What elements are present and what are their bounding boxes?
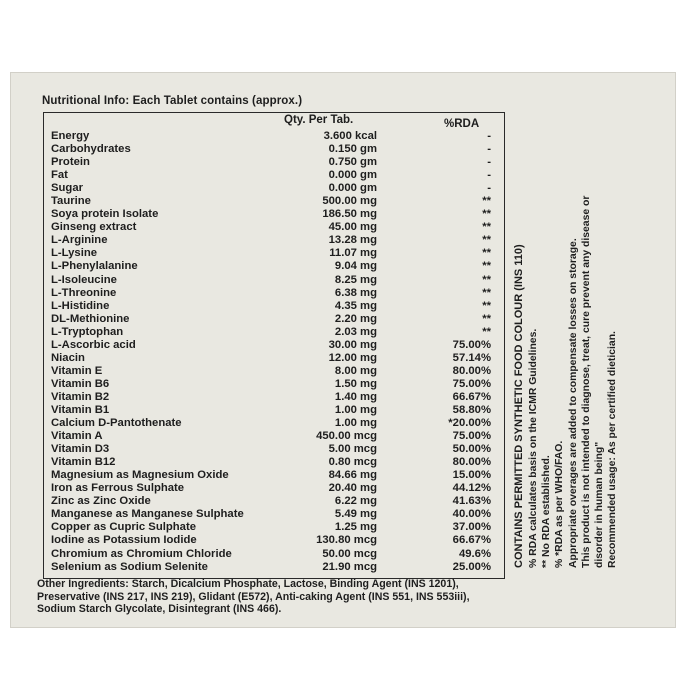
- nutrient-rda: **: [482, 221, 491, 234]
- side-notes: [512, 128, 619, 568]
- nutrient-row: [51, 143, 491, 156]
- nutrient-row: [51, 313, 491, 326]
- nutrient-name: Manganese as Manganese Sulphate: [51, 508, 244, 521]
- nutrient-row: [51, 221, 491, 234]
- nutrient-row: [51, 495, 491, 508]
- nutrient-row: [51, 234, 491, 247]
- nutrient-row: [51, 456, 491, 469]
- nutrient-name: Vitamin D3: [51, 443, 110, 456]
- nutrient-rda: **: [482, 234, 491, 247]
- nutrient-qty: 0.80 mcg: [328, 456, 377, 469]
- nutrient-name: Energy: [51, 130, 90, 142]
- nutrient-name: Vitamin E: [51, 364, 103, 377]
- nutrient-qty: 6.22 mg: [334, 495, 377, 508]
- nutrient-name: Vitamin B6: [51, 377, 110, 390]
- nutrient-rda: 66.67%: [452, 534, 491, 547]
- nutrient-row: [51, 561, 491, 574]
- other-ingredients-label: Other Ingredients:: [37, 578, 129, 590]
- nutrient-rda: 66.67%: [452, 390, 491, 403]
- nutrient-qty: 21.90 mcg: [322, 560, 377, 573]
- nutrient-qty: 2.03 mg: [334, 325, 377, 338]
- nutrient-rda: 41.63%: [452, 495, 491, 508]
- nutrient-row: [51, 508, 491, 521]
- nutrient-row: [51, 482, 491, 495]
- nutrient-rda: **: [482, 325, 491, 338]
- nutrient-rda: **: [482, 247, 491, 260]
- who-fao-note: % *RDA as per WHO/FAO.: [554, 440, 566, 568]
- nutrient-qty: 20.40 mg: [328, 482, 377, 495]
- nutrient-rda: -: [487, 143, 491, 156]
- nutrient-row: [51, 260, 491, 273]
- nutrient-rda: 58.80%: [452, 403, 491, 416]
- nutrient-row: [51, 352, 491, 365]
- other-ingredients-line-1: Starch, Dicalcium Phosphate, Lactose, Binding Agent (INS 1201),: [131, 578, 459, 590]
- nutrient-rda: 75.00%: [452, 377, 491, 390]
- nutrient-rda: -: [487, 130, 491, 142]
- nutrient-qty: 4.35 mg: [334, 299, 377, 312]
- nutrient-qty: 186.50 mg: [322, 208, 377, 221]
- nutrient-rda: 57.14%: [452, 351, 491, 364]
- nutrient-row: [51, 430, 491, 443]
- nutrient-qty: 0.000 gm: [328, 182, 377, 195]
- nutrient-qty: 0.750 gm: [328, 156, 377, 169]
- nutrient-rda: **: [482, 260, 491, 273]
- nutrient-qty: 5.00 mcg: [328, 443, 377, 456]
- nutrient-qty: 8.25 mg: [334, 273, 377, 286]
- recommended-usage: Recommended usage: As per certified dietician.: [607, 331, 619, 568]
- nutrient-row: [51, 274, 491, 287]
- nutrient-qty: 1.50 mg: [334, 377, 377, 390]
- nutrient-row: [51, 247, 491, 260]
- rda-column-header: %RDA: [444, 118, 480, 130]
- nutrient-qty: 11.07 mg: [329, 247, 377, 260]
- nutrient-name: Fat: [51, 169, 68, 182]
- nutrient-qty: 50.00 mcg: [322, 547, 377, 560]
- other-ingredients-line-2: Preservative (INS 217, INS 219), Glidant (E572), Anti-caking Agent (INS 551, INS 553iii),: [37, 590, 470, 603]
- nutrient-qty: 12.00 mg: [328, 351, 377, 364]
- nutrient-rda: 44.12%: [452, 482, 491, 495]
- nutrient-name: Calcium D-Pantothenate: [51, 417, 182, 430]
- nutrient-qty: 6.38 mg: [334, 286, 377, 299]
- nutrient-rda: **: [482, 286, 491, 299]
- nutrient-qty: 0.150 gm: [328, 143, 377, 156]
- nutrient-qty: 2.20 mg: [334, 312, 377, 325]
- nutrient-name: Iodine as Potassium Iodide: [51, 534, 197, 547]
- rda-basis-note: % RDA calculates basis on the ICMR Guidelines.: [528, 328, 539, 568]
- disclaimer-line-1: This product is not intended to diagnose, treat, cure prevent any disease or: [580, 195, 592, 568]
- nutrient-qty: 1.40 mg: [334, 390, 377, 403]
- nutrient-qty: 30.00 mg: [328, 338, 377, 351]
- nutrient-name: L-Histidine: [51, 299, 110, 312]
- nutrient-name: L-Arginine: [51, 234, 108, 247]
- nutrient-rda: 15.00%: [452, 469, 491, 482]
- nutrient-name: Magnesium as Magnesium Oxide: [51, 469, 229, 482]
- nutrient-name: Vitamin A: [51, 430, 103, 443]
- nutrient-name: L-Tryptophan: [51, 325, 124, 338]
- other-ingredients-line-3: Sodium Starch Glycolate, Disintegrant (INS 466).: [37, 603, 282, 616]
- nutrient-qty: 1.25 mg: [334, 521, 377, 534]
- nutrient-name: L-Ascorbic acid: [51, 338, 136, 351]
- nutrient-name: Sugar: [51, 182, 84, 195]
- nutrient-name: Soya protein Isolate: [51, 208, 159, 221]
- nutrient-row: [51, 300, 491, 313]
- nutrient-qty: 45.00 mg: [328, 221, 377, 234]
- nutrient-qty: 3.600 kcal: [323, 130, 377, 142]
- nutrient-rda: **: [482, 312, 491, 325]
- nutrient-row: [51, 469, 491, 482]
- nutrient-name: L-Lysine: [51, 247, 98, 260]
- nutrient-rda: *20.00%: [448, 417, 491, 430]
- nutrient-qty: 500.00 mg: [322, 195, 377, 208]
- nutrient-qty: 0.000 gm: [328, 169, 377, 182]
- nutrient-rda: 37.00%: [452, 521, 491, 534]
- nutrient-row: [51, 365, 491, 378]
- nutrient-name: Selenium as Sodium Selenite: [51, 560, 208, 573]
- nutrient-name: L-Phenylalanine: [51, 260, 138, 273]
- nutrient-row: [51, 169, 491, 182]
- nutrition-heading: Nutritional Info: Each Tablet contains (approx.): [42, 95, 303, 107]
- nutrient-rda: 75.00%: [452, 430, 491, 443]
- nutrient-name: Protein: [51, 156, 90, 169]
- nutrient-qty: 1.00 mg: [334, 417, 377, 430]
- nutrient-qty: 450.00 mcg: [316, 430, 377, 443]
- nutrient-name: Taurine: [51, 195, 91, 208]
- no-rda-note: ** No RDA established.: [541, 455, 553, 568]
- nutrient-row: [51, 391, 491, 404]
- nutrient-rda: 80.00%: [452, 456, 491, 469]
- other-ingredients: [37, 578, 597, 616]
- nutrient-qty: 8.00 mg: [334, 364, 377, 377]
- nutrient-qty: 130.80 mcg: [316, 534, 377, 547]
- nutrient-row: [51, 404, 491, 417]
- nutrient-row: [51, 326, 491, 339]
- nutrient-name: Vitamin B12: [51, 456, 116, 469]
- nutrient-qty: 1.00 mg: [334, 403, 377, 416]
- nutrient-name: DL-Methionine: [51, 312, 130, 325]
- nutrient-row: [51, 130, 491, 143]
- nutrient-row: [51, 339, 491, 352]
- nutrient-name: Carbohydrates: [51, 143, 131, 156]
- nutrient-qty: 9.04 mg: [334, 260, 377, 273]
- nutrient-row: [51, 443, 491, 456]
- nutrient-name: Iron as Ferrous Sulphate: [51, 482, 185, 495]
- disclaimer-line-2: disorder in human being": [593, 441, 605, 568]
- nutrient-name: Chromium as Chromium Chloride: [51, 547, 232, 560]
- nutrient-name: L-Threonine: [51, 286, 117, 299]
- nutrient-rda: 50.00%: [452, 443, 491, 456]
- nutrient-row: [51, 208, 491, 221]
- nutrient-rda: **: [482, 208, 491, 221]
- nutrient-rda: **: [482, 195, 491, 208]
- nutrient-row: [51, 287, 491, 300]
- nutrient-rda: 80.00%: [452, 364, 491, 377]
- nutrient-rda: -: [487, 169, 491, 182]
- nutrition-table: [51, 130, 491, 574]
- nutrient-name: Copper as Cupric Sulphate: [51, 521, 197, 534]
- nutrient-rda: **: [482, 273, 491, 286]
- nutrient-name: Vitamin B1: [51, 403, 110, 416]
- nutrient-name: L-Isoleucine: [51, 273, 117, 286]
- nutrient-row: [51, 534, 491, 547]
- nutrient-rda: -: [487, 182, 491, 195]
- nutrient-rda: 49.6%: [458, 547, 491, 560]
- nutrient-name: Vitamin B2: [51, 390, 110, 403]
- nutrient-rda: 75.00%: [452, 338, 491, 351]
- nutrient-rda: **: [482, 299, 491, 312]
- nutrient-row: [51, 417, 491, 430]
- nutrient-row: [51, 156, 491, 169]
- nutrient-rda: 40.00%: [452, 508, 491, 521]
- nutrient-name: Zinc as Zinc Oxide: [51, 495, 151, 508]
- nutrient-row: [51, 378, 491, 391]
- qty-column-header: Qty. Per Tab.: [284, 114, 354, 126]
- overages-note: Appropriate overages are added to compensate losses on storage.: [567, 238, 579, 568]
- nutrient-row: [51, 182, 491, 195]
- food-colour-note: CONTAINS PERMITTED SYNTHETIC FOOD COLOUR (INS 110): [513, 244, 525, 568]
- nutrient-qty: 5.49 mg: [334, 508, 377, 521]
- nutrient-row: [51, 548, 491, 561]
- nutrient-rda: 25.00%: [452, 560, 491, 573]
- nutrient-row: [51, 521, 491, 534]
- nutrient-qty: 13.28 mg: [328, 234, 377, 247]
- nutrient-qty: 84.66 mg: [328, 469, 377, 482]
- nutrient-rda: -: [487, 156, 491, 169]
- nutrient-name: Ginseng extract: [51, 221, 137, 234]
- nutrient-name: Niacin: [51, 351, 85, 364]
- nutrient-row: [51, 195, 491, 208]
